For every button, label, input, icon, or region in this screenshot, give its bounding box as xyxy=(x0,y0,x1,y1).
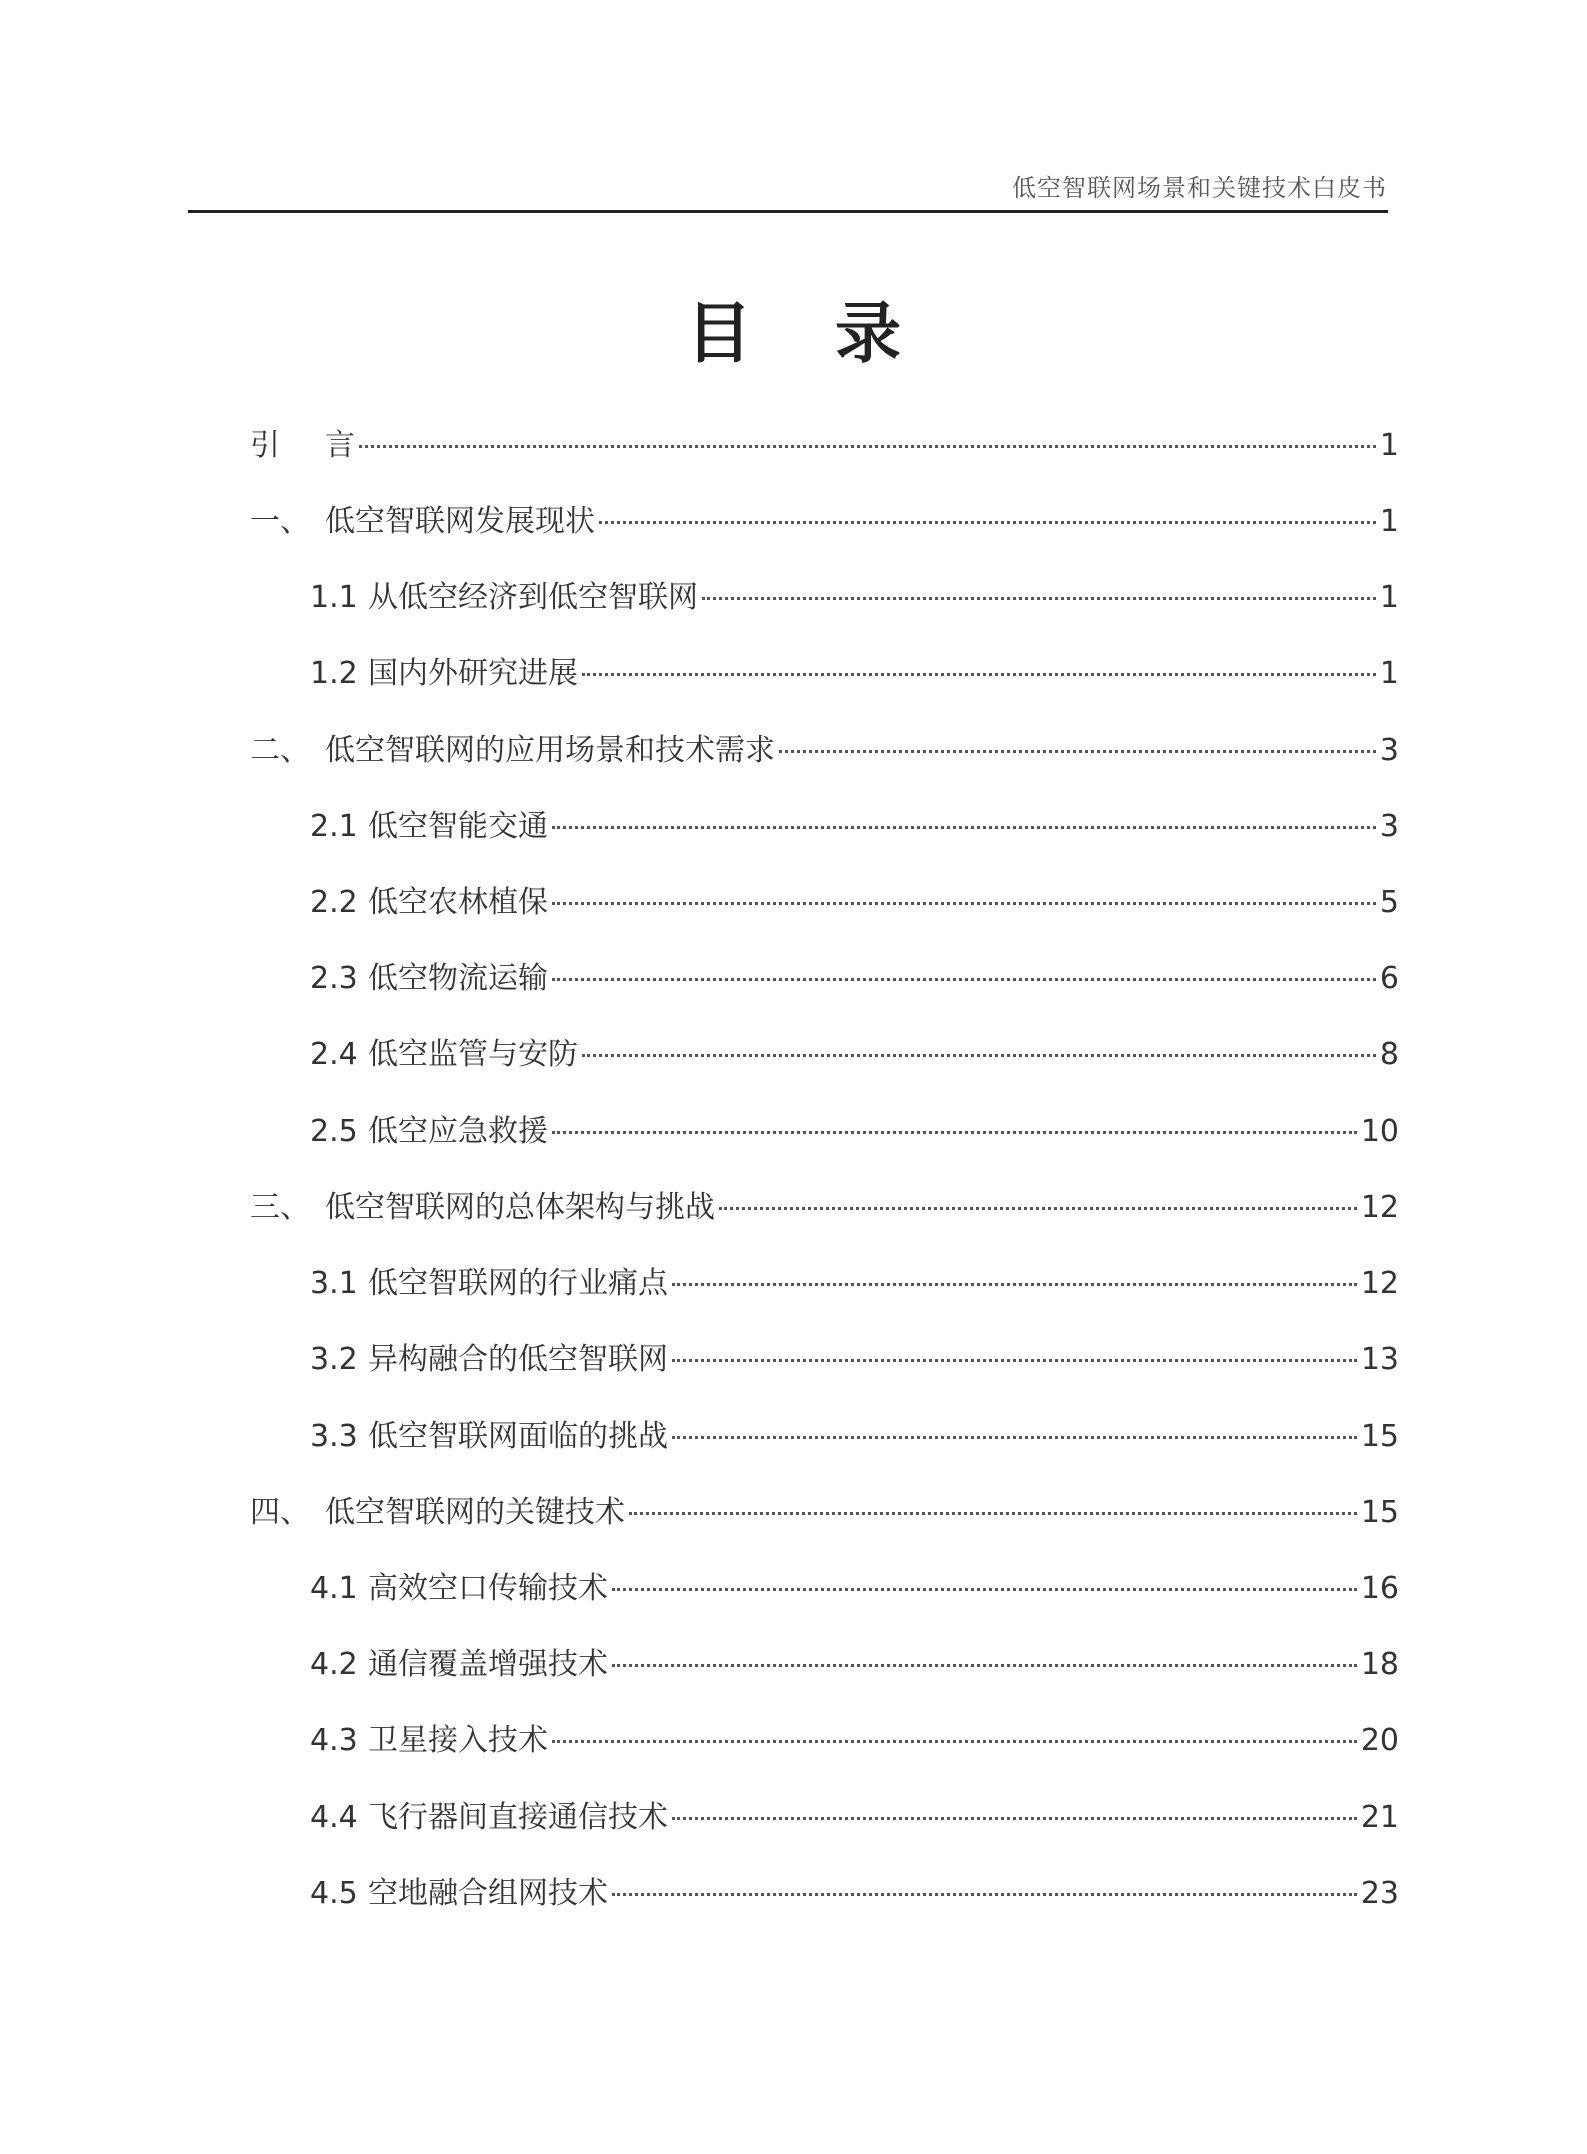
toc-entry[interactable] xyxy=(310,1106,1399,1150)
toc-entry-page: 3 xyxy=(1379,733,1399,768)
toc-entry-page: 18 xyxy=(1360,1647,1399,1682)
toc-entry[interactable] xyxy=(310,1411,1399,1455)
toc-entry-number: 4.2 xyxy=(310,1647,358,1682)
toc-entry-label: 高效空口传输技术 xyxy=(368,1571,608,1606)
toc-entry-page: 20 xyxy=(1360,1723,1399,1758)
toc-dot-leader xyxy=(552,948,1376,981)
toc-dot-leader xyxy=(582,1024,1376,1057)
toc-entry-page: 12 xyxy=(1360,1266,1399,1301)
toc-entry[interactable] xyxy=(310,1258,1399,1302)
toc-entry-label: 低空智联网的行业痛点 xyxy=(368,1266,668,1301)
toc-entry-number: 二、 xyxy=(250,733,310,768)
toc-title: 目 录 xyxy=(686,295,931,372)
toc-dot-leader xyxy=(552,796,1376,829)
toc-entry-page: 16 xyxy=(1360,1571,1399,1606)
toc-entry[interactable] xyxy=(250,420,1399,464)
toc-entry-label: 低空智联网的关键技术 xyxy=(325,1495,625,1530)
toc-entry-number: 3.3 xyxy=(310,1419,358,1454)
toc-entry-label: 低空物流运输 xyxy=(368,961,548,996)
toc-dot-leader xyxy=(612,1634,1357,1667)
toc-entry-number: 3.2 xyxy=(310,1342,358,1377)
toc-entry[interactable] xyxy=(310,648,1399,692)
toc-entry-page: 5 xyxy=(1379,885,1399,920)
toc-dot-leader xyxy=(629,1482,1357,1515)
toc-entry-number: 1.2 xyxy=(310,656,358,691)
toc-entry[interactable] xyxy=(310,1029,1399,1073)
toc-dot-leader xyxy=(702,567,1376,600)
toc-entry-page: 1 xyxy=(1379,504,1399,539)
toc-entry[interactable] xyxy=(310,953,1399,997)
toc-entry-page: 12 xyxy=(1360,1190,1399,1225)
toc-entry-label: 低空应急救援 xyxy=(368,1114,548,1149)
toc-entry-number: 4.1 xyxy=(310,1571,358,1606)
toc-entry[interactable] xyxy=(310,1563,1399,1607)
toc-entry-page: 15 xyxy=(1360,1419,1399,1454)
toc-entry[interactable] xyxy=(250,1182,1399,1226)
toc-entry-number: 4.4 xyxy=(310,1800,358,1835)
toc-entry[interactable] xyxy=(310,877,1399,921)
toc-entry-number: 2.4 xyxy=(310,1037,358,1072)
toc-entry-label: 异构融合的低空智联网 xyxy=(368,1342,668,1377)
running-header: 低空智联网场景和关键技术白皮书 xyxy=(1012,174,1387,202)
toc-entry-label: 低空监管与安防 xyxy=(368,1037,578,1072)
toc-entry[interactable] xyxy=(250,496,1399,540)
toc-entry-label: 低空智能交通 xyxy=(368,809,548,844)
toc-entry-label: 低空农林植保 xyxy=(368,885,548,920)
toc-entry-number: 2.2 xyxy=(310,885,358,920)
toc-entry-page: 15 xyxy=(1360,1495,1399,1530)
toc-entry-label: 从低空经济到低空智联网 xyxy=(368,580,698,615)
toc-entry-label: 低空智联网发展现状 xyxy=(325,504,595,539)
toc-entry[interactable] xyxy=(310,1868,1399,1912)
toc-entry-page: 6 xyxy=(1379,961,1399,996)
toc-dot-leader xyxy=(672,1406,1357,1439)
toc-dot-leader xyxy=(612,1863,1357,1896)
toc-entry[interactable] xyxy=(310,1639,1399,1683)
toc-dot-leader xyxy=(599,491,1376,524)
toc-entry-page: 13 xyxy=(1360,1342,1399,1377)
toc-entry[interactable] xyxy=(310,1792,1399,1836)
toc-entry[interactable] xyxy=(250,725,1399,769)
toc-entry-number: 四、 xyxy=(250,1495,310,1530)
toc-dot-leader xyxy=(612,1558,1357,1591)
toc-entry-number: 3.1 xyxy=(310,1266,358,1301)
toc-entry-number: 2.3 xyxy=(310,961,358,996)
toc-dot-leader xyxy=(672,1253,1357,1286)
toc-dot-leader xyxy=(672,1329,1357,1362)
toc-entry-label: 国内外研究进展 xyxy=(368,656,578,691)
toc-entry-page: 1 xyxy=(1379,580,1399,615)
toc-entry-page: 3 xyxy=(1379,809,1399,844)
toc-entry-label: 通信覆盖增强技术 xyxy=(368,1647,608,1682)
toc-dot-leader xyxy=(672,1787,1357,1820)
toc-entry-page: 8 xyxy=(1379,1037,1399,1072)
toc-entry[interactable] xyxy=(310,1334,1399,1378)
toc-dot-leader xyxy=(552,1710,1357,1743)
toc-entry-number: 2.5 xyxy=(310,1114,358,1149)
toc-dot-leader xyxy=(552,1101,1357,1134)
toc-dot-leader xyxy=(552,872,1376,905)
toc-entry-label: 空地融合组网技术 xyxy=(368,1876,608,1911)
toc-entry[interactable] xyxy=(310,1715,1399,1759)
toc-entry[interactable] xyxy=(250,1487,1399,1531)
toc-entry-label: 低空智联网面临的挑战 xyxy=(368,1419,668,1454)
toc-dot-leader xyxy=(779,720,1376,753)
toc-entry-page: 10 xyxy=(1360,1114,1399,1149)
toc-entry-label: 低空智联网的总体架构与挑战 xyxy=(325,1190,715,1225)
toc-entry-label: 卫星接入技术 xyxy=(368,1723,548,1758)
toc-entry-number: 引 xyxy=(250,428,310,463)
toc-entry-number: 4.3 xyxy=(310,1723,358,1758)
toc-entry-page: 23 xyxy=(1360,1876,1399,1911)
toc-entry[interactable] xyxy=(310,801,1399,845)
toc-dot-leader xyxy=(719,1177,1357,1210)
toc-entry-number: 三、 xyxy=(250,1190,310,1225)
toc-entry-number: 4.5 xyxy=(310,1876,358,1911)
toc-entry[interactable] xyxy=(310,572,1399,616)
toc-entry-number: 一、 xyxy=(250,504,310,539)
toc-entry-label: 言 xyxy=(325,428,355,463)
toc-entry-label: 飞行器间直接通信技术 xyxy=(368,1800,668,1835)
toc-entry-page: 1 xyxy=(1379,428,1399,463)
toc-entry-page: 1 xyxy=(1379,656,1399,691)
toc-entry-number: 1.1 xyxy=(310,580,358,615)
toc-entry-number: 2.1 xyxy=(310,809,358,844)
toc-dot-leader xyxy=(582,643,1376,676)
toc-entry-label: 低空智联网的应用场景和技术需求 xyxy=(325,733,775,768)
toc-entry-page: 21 xyxy=(1360,1800,1399,1835)
toc-dot-leader xyxy=(359,415,1376,448)
